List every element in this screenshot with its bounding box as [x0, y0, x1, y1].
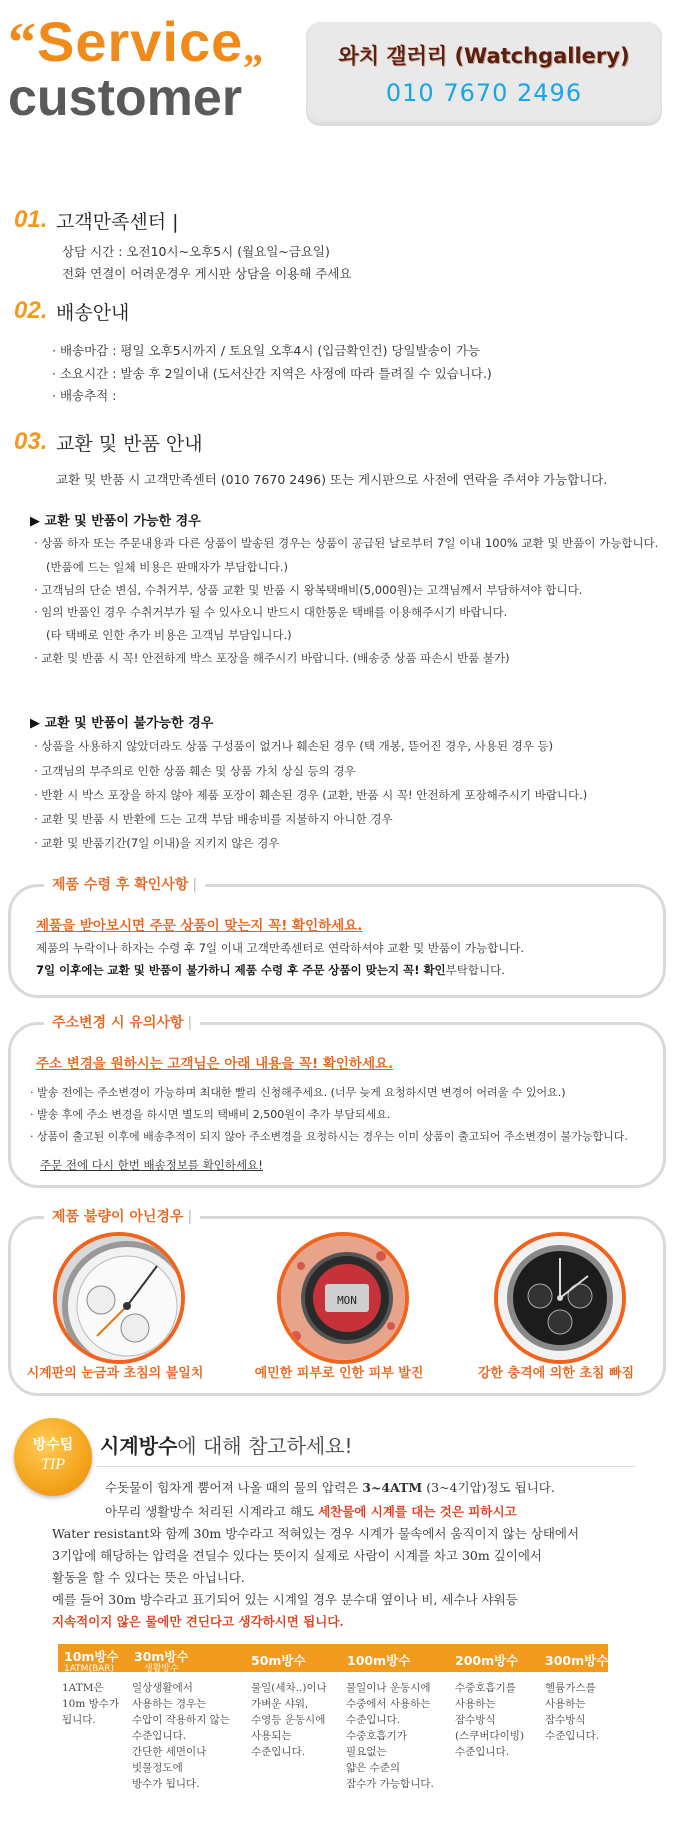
- tip-badge-label: 방수팁: [32, 1437, 74, 1453]
- exchange-possible-item: (타 택배로 인한 추가 비용은 고객님 부담입니다.): [46, 628, 292, 642]
- open-quote-glyph: “: [8, 12, 37, 74]
- section1-title: 고객만족센터 |: [56, 211, 179, 233]
- tip-title-rest: 에 대해 참고하세요!: [177, 1434, 353, 1458]
- exchange-impossible-item: · 상품을 사용하지 않았더라도 상품 구성품이 없거나 훼손된 경우 (택 개봉, 뜯어진 경우, 사용된 경우 등): [34, 739, 554, 753]
- watch-day-text: MON: [337, 1294, 357, 1307]
- table-cell-line: 수중호흡기가: [346, 1730, 407, 1742]
- non-defect-label: [44, 1206, 200, 1226]
- waterproof-tip-badge: [14, 1418, 92, 1496]
- skin-rash-caption: 예민한 피부로 인한 피부 발진: [254, 1366, 424, 1381]
- label-divider: |: [192, 877, 198, 893]
- table-col-body: [132, 1680, 230, 1792]
- receipt-check-label-text: 제품 수령 후 확인사항: [52, 877, 189, 893]
- tip-title: [100, 1430, 353, 1459]
- tip-line: 활동을 할 수 있다는 뜻은 아닙니다.: [52, 1570, 245, 1585]
- table-col-body: [62, 1680, 119, 1728]
- address-change-headline: 주소 변경을 원하시는 고객님은 아래 내용을 꼭! 확인하세요.: [36, 1056, 394, 1072]
- exchange-impossible-item: · 반환 시 박스 포장을 하지 않아 제품 포장이 훼손된 경우 (교환, 반품 시 꼭! 안전하게 포장해주시기 바랍니다.): [34, 788, 588, 802]
- receipt-check-line: 제품의 누락이나 하자는 수령 후 7일 이내 고객만족센터로 연락하셔야 교환 및 반품이 가능합니다.: [36, 941, 525, 955]
- table-cell-line: 가벼운 샤워,: [251, 1698, 309, 1710]
- receipt-check-line-2-rest: 부탁합니다.: [445, 963, 505, 977]
- tip-line: [105, 1478, 555, 1496]
- section2-line: · 배송마감 : 평일 오후5시까지 / 토요일 오후4시 (입금확인건) 당일발송이 가능: [52, 343, 480, 358]
- label-divider: |: [187, 1015, 193, 1031]
- table-cell-line: 수영등 운동시에: [251, 1714, 326, 1726]
- table-cell-line: 필요없는: [346, 1746, 387, 1758]
- service-heading: [8, 10, 265, 74]
- customer-heading: customer: [8, 69, 243, 127]
- table-cell-line: 10m 방수가: [62, 1698, 120, 1710]
- table-col-head-text: 30m방수: [134, 1649, 189, 1664]
- address-change-line: · 상품이 출고된 이후에 배송추적이 되지 않아 주소변경을 요청하시는 경우는 이미 상품이 출고되어 주소변경이 불가능합니다.: [30, 1130, 628, 1143]
- address-change-label: [44, 1012, 200, 1032]
- table-col-head: [64, 1647, 119, 1674]
- section2-line: · 배송추적 :: [52, 388, 117, 403]
- table-cell-line: 사용되는: [251, 1730, 292, 1742]
- exchange-possible-item: · 임의 반품인 경우 수취거부가 될 수 있사오니 반드시 대한통운 택배를 이용해주시기 바랍니다.: [34, 605, 508, 619]
- table-cell-line: 사용하는 경우는: [132, 1698, 207, 1710]
- table-cell-line: 수중에서 사용하는: [346, 1698, 431, 1710]
- table-col-head: 200m방수: [455, 1653, 519, 1668]
- skin-rash-image: [277, 1232, 409, 1364]
- tip-line: Water resistant와 함께 30m 방수라고 적혀있는 경우 시계가 물속에서 움직이지 않는 상태에서: [52, 1526, 580, 1541]
- shop-phone[interactable]: 010 7670 2496: [385, 79, 583, 107]
- non-defect-label-text: 제품 불량이 아닌경우: [52, 1209, 184, 1225]
- table-cell-line: 빗물정도에: [132, 1762, 183, 1774]
- tip-text: (3~4기압)정도 됩니다.: [422, 1480, 555, 1495]
- table-cell-line: 수중호흡기를: [455, 1682, 516, 1694]
- exchange-impossible-item: · 고객님의 부주의로 인한 상품 훼손 및 상품 가치 상실 등의 경우: [34, 764, 356, 778]
- section1-line: 전화 연결이 어려운경우 게시판 상담을 이용해 주세요: [62, 266, 352, 281]
- table-cell-line: 수준입니다.: [132, 1730, 187, 1742]
- table-cell-line: 방수가 됩니다.: [132, 1778, 200, 1790]
- table-col-sub: 1ATM(BAR): [64, 1664, 115, 1674]
- exchange-possible-heading: ▶ 교환 및 반품이 가능한 경우: [30, 514, 201, 529]
- shop-contact-box: [306, 22, 662, 126]
- exchange-possible-item: · 상품 하자 또는 주문내용과 다른 상품이 발송된 경우는 상품이 공급된 날로부터 7일 이내 100% 교환 및 반품이 가능합니다.: [34, 536, 659, 550]
- tip-line: 3기압에 해당하는 압력을 견딜수 있다는 뜻이지 실제로 사람이 시계를 차고 30m 깊이에서: [52, 1548, 542, 1563]
- shock-damage-image: [494, 1232, 626, 1364]
- table-cell-line: 수압이 작용하지 않는: [132, 1714, 230, 1726]
- tip-text-warning: 세찬물에 시계를 대는 것은 피하시고: [318, 1504, 517, 1519]
- table-col-head: 50m방수: [251, 1653, 306, 1668]
- section2-title: 배송안내: [56, 302, 130, 324]
- table-cell-line: (스쿠버다이빙): [455, 1730, 525, 1742]
- tip-text: 아무리 생활방수 처리된 시계라고 해도: [105, 1504, 319, 1519]
- exchange-possible-item: · 교환 및 반품 시 꼭! 안전하게 박스 포장을 해주시기 바랍니다. (배송중 상품 파손시 반품 불가): [34, 651, 510, 665]
- address-change-line: · 발송 전에는 주소변경이 가능하며 최대한 빨리 신청해주세요. (너무 늦게 요청하시면 변경이 어려울 수 있어요.): [30, 1086, 566, 1099]
- table-cell-line: 잠수가 가능합니다.: [346, 1778, 434, 1790]
- section1-line: 상담 시간 : 오전10시~오후5시 (월요일~금요일): [62, 244, 330, 259]
- table-cell-line: 사용하는: [455, 1698, 496, 1710]
- section2-line: · 소요시간 : 발송 후 2일이내 (도서산간 지역은 사정에 따라 틀려질 수 있습니다.): [52, 366, 492, 381]
- shock-damage-caption: 강한 충격에 의한 초침 빠짐: [477, 1366, 635, 1381]
- shop-name: 와치 갤러리 (Watchgallery): [338, 44, 630, 68]
- exchange-possible-item: · 고객님의 단순 변심, 수취거부, 상품 교환 및 반품 시 왕복택배비(5,000원)는 고객님께서 부담하셔야 합니다.: [34, 583, 583, 597]
- tip-line: 예를 들어 30m 방수라고 표기되어 있는 시계일 경우 분수대 옆이나 비, 세수나 샤워등: [52, 1592, 518, 1607]
- table-cell-line: 잠수방식: [545, 1714, 586, 1726]
- table-cell-line: 수준입니다.: [455, 1746, 510, 1758]
- tip-title-bold: 시계방수: [100, 1434, 178, 1458]
- receipt-check-line-2-bold: 7일 이후에는 교환 및 반품이 불가하니 제품 수령 후 주문 상품이 맞는지 꼭! 확인: [36, 963, 446, 977]
- section3-intro: 교환 및 반품 시 고객만족센터 (010 7670 2496) 또는 게시판으로 사전에 연락을 주셔야 가능합니다.: [56, 472, 608, 487]
- exchange-impossible-item: · 교환 및 반품 시 반환에 드는 고객 부담 배송비를 지불하지 아니한 경우: [34, 812, 393, 826]
- address-change-label-text: 주소변경 시 유의사항: [52, 1015, 184, 1031]
- table-cell-line: 헬륨가스를: [545, 1682, 596, 1694]
- tip-line-warning: 지속적이지 않은 물에만 견딘다고 생각하시면 됩니다.: [52, 1614, 344, 1629]
- section3-number: 03.: [14, 428, 48, 455]
- table-cell-line: 일상생활에서: [132, 1682, 193, 1694]
- exchange-impossible-item: · 교환 및 반품기간(7일 이내)을 지키지 않은 경우: [34, 836, 280, 850]
- table-cell-line: 잠수방식: [455, 1714, 496, 1726]
- label-divider: |: [187, 1209, 193, 1225]
- table-col-sub: 생활방수: [144, 1664, 179, 1674]
- service-word: Service: [37, 10, 244, 73]
- tip-badge-sub: TIP: [41, 1456, 65, 1473]
- address-change-line: · 발송 후에 주소 변경을 하시면 별도의 택배비 2,500원이 추가 부담되세요.: [30, 1108, 391, 1121]
- table-cell-line: 얇은 수준의: [346, 1762, 401, 1774]
- receipt-check-label: [44, 874, 205, 894]
- dial-mismatch-caption: 시계판의 눈금과 초침의 불일치: [26, 1366, 204, 1381]
- table-col-head: 100m방수: [347, 1653, 411, 1668]
- table-cell-line: 사용하는: [545, 1698, 586, 1710]
- section3-title: 교환 및 반품 안내: [56, 433, 203, 455]
- exchange-impossible-heading: ▶ 교환 및 반품이 불가능한 경우: [30, 716, 214, 731]
- tip-text-bold: 3~4ATM: [362, 1480, 423, 1495]
- receipt-check-line-2: [36, 962, 505, 978]
- table-cell-line: 수준입니다.: [251, 1746, 306, 1758]
- dial-mismatch-image: [53, 1232, 185, 1364]
- table-cell-line: 됩니다.: [62, 1714, 96, 1726]
- receipt-check-headline: 제품을 받아보시면 주문 상품이 맞는지 꼭! 확인하세요.: [36, 918, 363, 934]
- address-change-note: 주문 전에 다시 한번 배송정보를 확인하세요!: [40, 1158, 263, 1172]
- table-cell-line: 수준입니다.: [545, 1730, 600, 1742]
- table-col-body: [346, 1680, 434, 1792]
- table-cell-line: 1ATM은: [62, 1682, 104, 1694]
- close-quote-glyph: „: [243, 25, 265, 70]
- table-col-head-text: 10m방수: [64, 1649, 119, 1664]
- table-col-head: [134, 1647, 189, 1674]
- table-col-head: 300m방수: [545, 1653, 609, 1668]
- tip-divider: [96, 1466, 636, 1467]
- section2-number: 02.: [14, 297, 48, 324]
- table-col-body: [455, 1680, 524, 1760]
- tip-line: [105, 1502, 517, 1520]
- exchange-possible-item: (반품에 드는 일체 비용은 판매자가 부담합니다.): [46, 560, 288, 574]
- table-col-body: [545, 1680, 599, 1744]
- table-cell-line: 간단한 세면이나: [132, 1746, 207, 1758]
- table-cell-line: 수준입니다.: [346, 1714, 401, 1726]
- table-cell-line: 물일이나 운동시에: [346, 1682, 431, 1694]
- table-cell-line: 물일(세차..)이나: [251, 1682, 327, 1694]
- tip-text: 수돗물이 힘차게 뿜어져 나올 때의 물의 압력은: [105, 1480, 363, 1495]
- section1-number: 01.: [14, 206, 48, 233]
- table-col-body: [251, 1680, 327, 1760]
